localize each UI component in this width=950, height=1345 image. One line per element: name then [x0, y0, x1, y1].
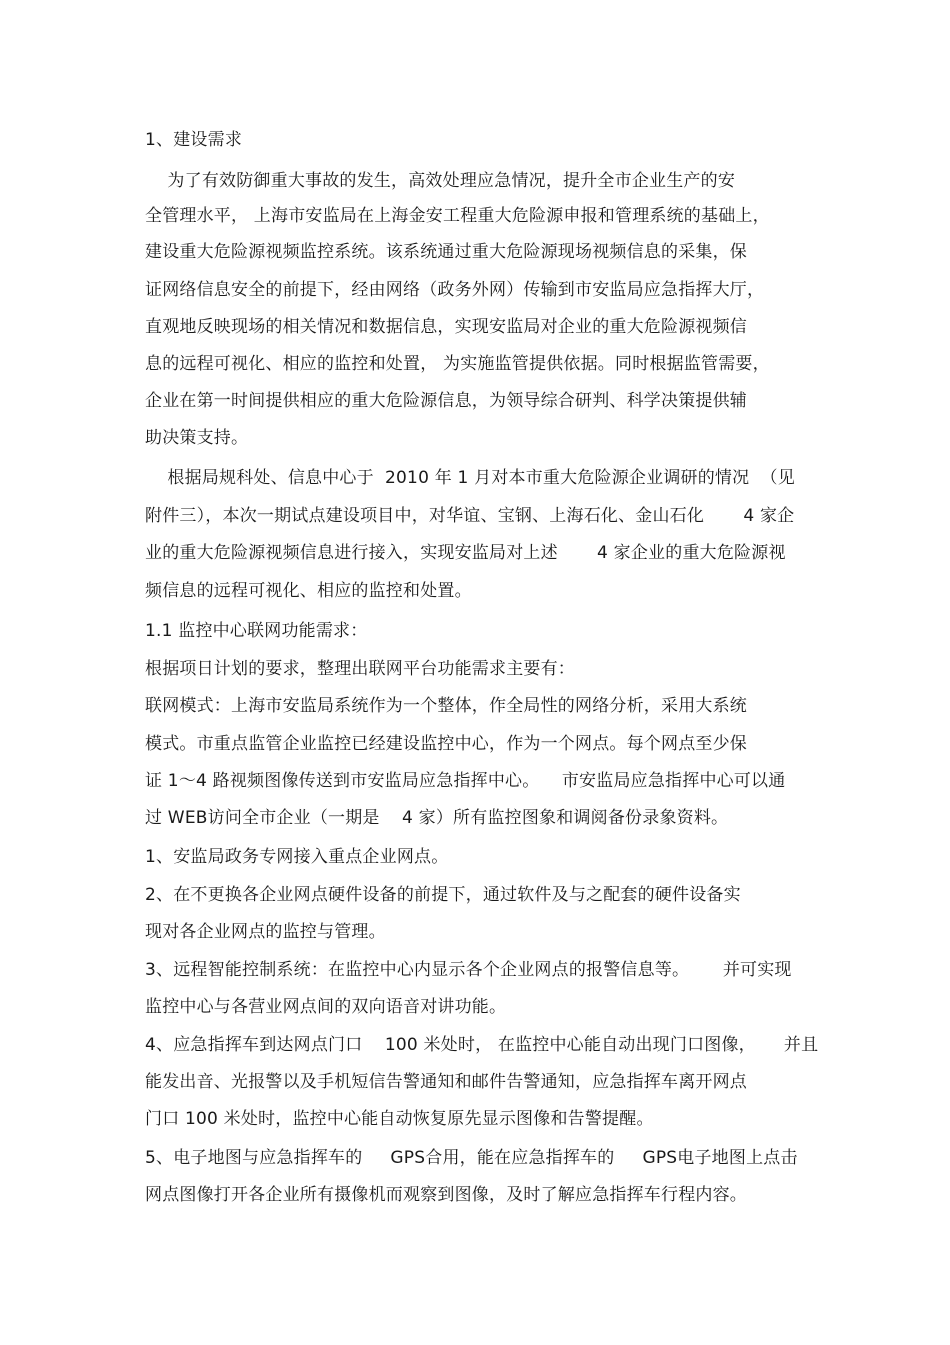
paragraph-line: 全管理水平， 上海市安监局在上海金安工程重大危险源申报和管理系统的基础上，: [145, 206, 770, 226]
paragraph-line: 根据局规科处、信息中心于 2010 年 1 月对本市重大危险源企业调研的情况 （见: [145, 468, 795, 488]
list-item: 2、在不更换各企业网点硬件设备的前提下，通过软件及与之配套的硬件设备实: [145, 885, 741, 905]
paragraph-line: 联网模式：上海市安监局系统作为一个整体，作全局性的网络分析，采用大系统: [145, 696, 747, 716]
list-item: 1、安监局政务专网接入重点企业网点。: [145, 847, 449, 867]
paragraph-line: 频信息的远程可视化、相应的监控和处置。: [145, 581, 472, 601]
list-item-continuation: 网点图像打开各企业所有摄像机而观察到图像，及时了解应急指挥车行程内容。: [145, 1185, 747, 1205]
list-item-continuation: 监控中心与各营业网点间的双向语音对讲功能。: [145, 997, 507, 1017]
section-heading: 1、建设需求: [145, 130, 243, 150]
list-item-continuation: 现对各企业网点的监控与管理。: [145, 922, 386, 942]
paragraph-line: 附件三），本次一期试点建设项目中，对华谊、宝钢、上海石化、金山石化 4 家企: [145, 506, 795, 526]
list-item-continuation: 能发出音、光报警以及手机短信告警通知和邮件告警通知，应急指挥车离开网点: [145, 1072, 747, 1092]
paragraph-line: 业的重大危险源视频信息进行接入，实现安监局对上述 4 家企业的重大危险源视: [145, 543, 786, 563]
paragraph-line: 直观地反映现场的相关情况和数据信息，实现安监局对企业的重大危险源视频信: [145, 317, 747, 337]
subsection-heading: 1.1 监控中心联网功能需求：: [145, 621, 368, 641]
paragraph-line: 助决策支持。: [145, 428, 249, 448]
paragraph-line: 企业在第一时间提供相应的重大危险源信息，为领导综合研判、科学决策提供辅: [145, 391, 747, 411]
list-item: 3、远程智能控制系统：在监控中心内显示各个企业网点的报警信息等。 并可实现: [145, 960, 792, 980]
paragraph-line: 建设重大危险源视频监控系统。该系统通过重大危险源现场视频信息的采集，保: [145, 242, 747, 262]
paragraph-line: 证网络信息安全的前提下，经由网络（政务外网）传输到市安监局应急指挥大厅，: [145, 280, 765, 300]
paragraph-line: 过 WEB访问全市企业（一期是 4 家）所有监控图象和调阅备份录象资料。: [145, 808, 729, 828]
paragraph-line: 模式。市重点监管企业监控已经建设监控中心，作为一个网点。每个网点至少保: [145, 734, 747, 754]
paragraph-line: 根据项日计划的要求，整理出联网平台功能需求主要有：: [145, 659, 575, 679]
list-item: 5、电子地图与应急指挥车的 GPS合用，能在应急指挥车的 GPS电子地图上点击: [145, 1148, 798, 1168]
paragraph-line: 证 1～4 路视频图像传送到市安监局应急指挥中心。 市安监局应急指挥中心可以通: [145, 771, 786, 791]
list-item-continuation: 门口 100 米处时，监控中心能自动恢复原先显示图像和告警提醒。: [145, 1109, 654, 1129]
paragraph-line: 息的远程可视化、相应的监控和处置， 为实施监管提供依据。同时根据监管需要，: [145, 354, 770, 374]
paragraph-line: 为了有效防御重大事故的发生，高效处理应急情况，提升全市企业生产的安: [145, 171, 736, 191]
list-item: 4、应急指挥车到达网点门口 100 米处时， 在监控中心能自动出现门口图像， 并且: [145, 1035, 819, 1055]
